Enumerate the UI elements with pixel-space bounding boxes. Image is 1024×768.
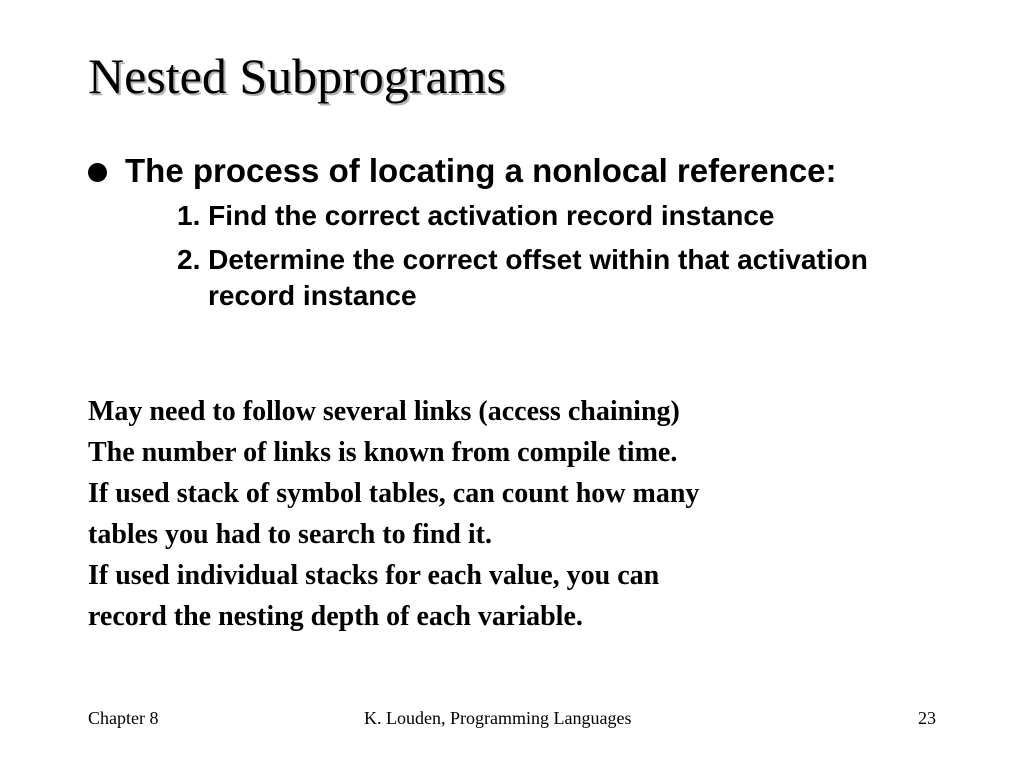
body-text [88, 391, 948, 637]
body-line-5: If used individual stacks for each value, you can [88, 560, 660, 591]
bullet-text: The process of locating a nonlocal reference: [125, 152, 837, 189]
body-line-6: record the nesting depth of each variable. [88, 601, 583, 632]
body-line-3: If used stack of symbol tables, can count how many [88, 478, 700, 509]
body-line-1: May need to follow several links (access chaining) [88, 396, 680, 427]
body-line-4: tables you had to search to find it. [88, 519, 492, 550]
footer-page-number: 23 [918, 708, 936, 728]
numbered-sub-list [125, 198, 948, 314]
bullet-dot-icon [88, 163, 107, 182]
slide-title: Nested Subprograms [88, 48, 506, 104]
footer-chapter: Chapter 8 [88, 708, 159, 728]
sub-item-2: 2. Determine the correct offset within that activation record instance [177, 244, 868, 311]
sub-item-1: 1. Find the correct activation record instance [177, 200, 775, 231]
body-line-2: The number of links is known from compile time. [88, 437, 678, 468]
bullet-item [88, 150, 948, 314]
bullet-list [88, 150, 948, 322]
footer-author: K. Louden, Programming Languages [364, 708, 632, 728]
